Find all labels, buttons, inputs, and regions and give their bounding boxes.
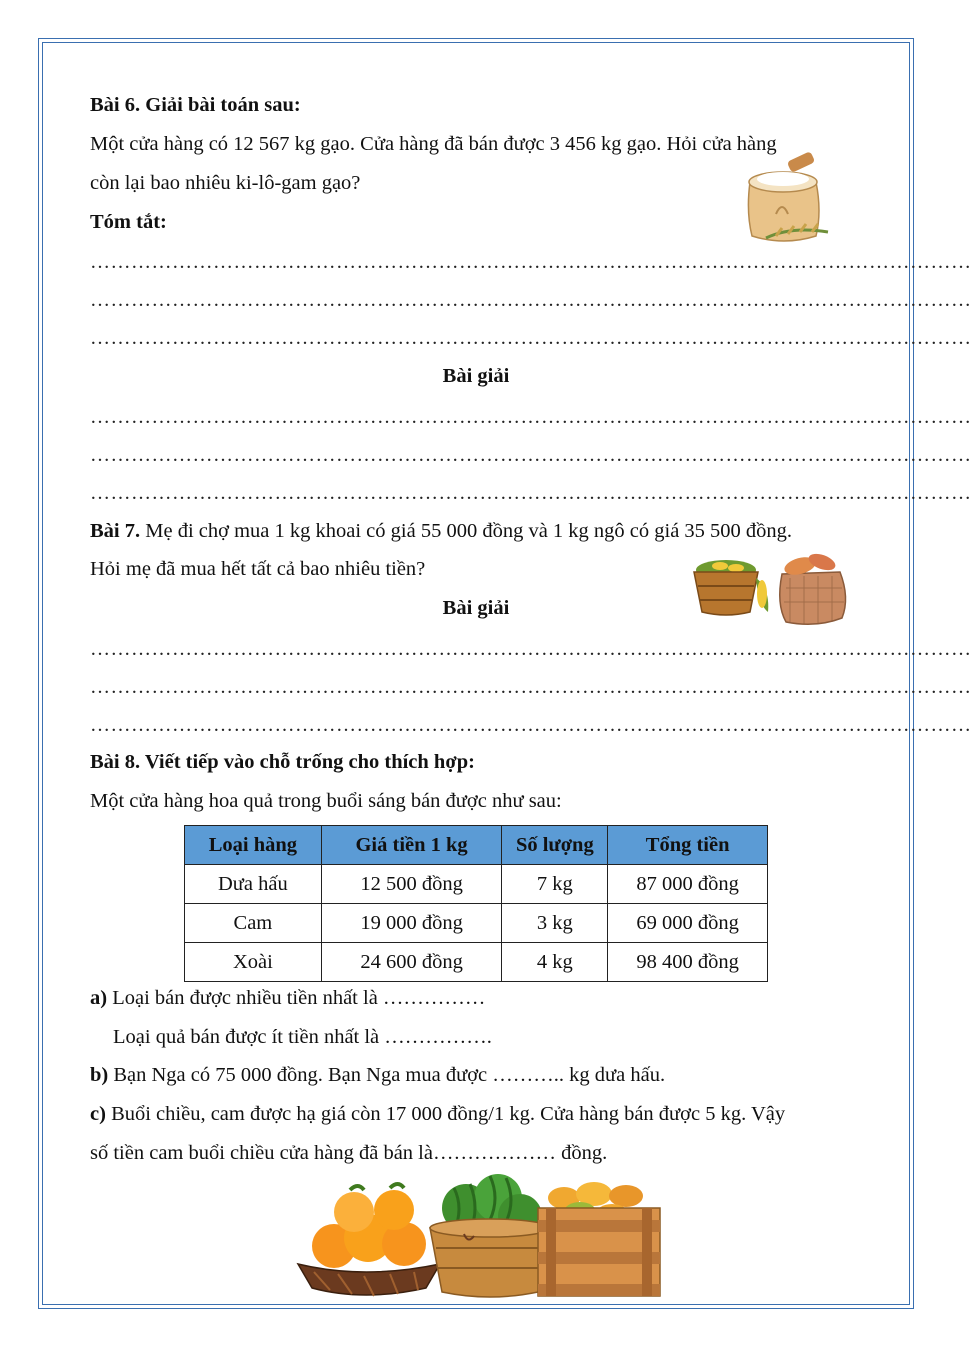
table-cell: Dưa hấu — [185, 865, 322, 904]
bai7-title: Bài 7. — [90, 520, 141, 542]
bai7-problem-line1 — [90, 519, 792, 543]
fruit-baskets-image — [294, 1168, 664, 1302]
table-cell: 12 500 đồng — [321, 865, 502, 904]
question-a-label: a) — [90, 987, 108, 1009]
answer-line[interactable]: ………………………………………………………………………………………………………………… — [90, 289, 972, 311]
answer-line[interactable]: ………………………………………………………………………………………………………………… — [90, 327, 972, 349]
table-cell: 7 kg — [502, 865, 608, 904]
question-b — [90, 1063, 665, 1087]
table-row — [185, 904, 768, 943]
bai6-title: Bài 6. Giải bài toán sau: — [90, 94, 301, 116]
table-cell: 69 000 đồng — [608, 904, 768, 943]
answer-line[interactable]: ………………………………………………………………………………………………………………… — [90, 638, 972, 660]
question-a — [90, 986, 485, 1010]
table-cell: 4 kg — [502, 943, 608, 982]
bai7-problem-line2: Hỏi mẹ đã mua hết tất cả bao nhiêu tiền? — [90, 558, 426, 580]
answer-line[interactable]: ………………………………………………………………………………………………………………… — [90, 676, 972, 698]
answer-line[interactable]: ………………………………………………………………………………………………………………… — [90, 482, 972, 504]
rice-sack-image — [736, 152, 832, 248]
answer-line[interactable]: ………………………………………………………………………………………………………………… — [90, 251, 972, 273]
question-b-text[interactable]: Bạn Nga có 75 000 đồng. Bạn Nga mua được ……….. kg dưa hấu. — [108, 1064, 666, 1086]
bai6-problem-line2: còn lại bao nhiêu ki-lô-gam gạo? — [90, 172, 361, 194]
bai6-summary-label: Tóm tắt: — [90, 211, 167, 233]
answer-line[interactable]: ………………………………………………………………………………………………………………… — [90, 444, 972, 466]
question-c — [90, 1102, 785, 1126]
table-cell: 3 kg — [502, 904, 608, 943]
table-header-row — [185, 826, 768, 865]
table-header-cell: Loại hàng — [185, 826, 322, 865]
bai8-title: Bài 8. Viết tiếp vào chỗ trống cho thích hợp: — [90, 751, 475, 773]
answer-line[interactable]: ………………………………………………………………………………………………………………… — [90, 406, 972, 428]
question-a2-text[interactable]: Loại quả bán được ít tiền nhất là ……………. — [113, 1026, 492, 1048]
table-cell: Cam — [185, 904, 322, 943]
bai6-solution-label: Bài giải — [442, 365, 510, 387]
question-c-text: Buổi chiều, cam được hạ giá còn 17 000 đồng/1 kg. Cửa hàng bán được 5 kg. Vậy — [105, 1103, 786, 1125]
bai7-problem-text: Mẹ đi chợ mua 1 kg khoai có giá 55 000 đồng và 1 kg ngô có giá 35 500 đồng. — [140, 520, 793, 542]
table-cell: 19 000 đồng — [321, 904, 502, 943]
table-cell: 87 000 đồng — [608, 865, 768, 904]
table-header-cell: Giá tiền 1 kg — [321, 826, 502, 865]
question-a-text[interactable]: Loại bán được nhiều tiền nhất là …………… — [107, 987, 486, 1009]
table-row — [185, 865, 768, 904]
bai8-intro: Một cửa hàng hoa quả trong buổi sáng bán được như sau: — [90, 790, 562, 812]
table-row — [185, 943, 768, 982]
answer-line[interactable]: ………………………………………………………………………………………………………………… — [90, 714, 972, 736]
table-header-cell: Tổng tiền — [608, 826, 768, 865]
question-c2-text[interactable]: số tiền cam buổi chiều cửa hàng đã bán là……………… đồng. — [90, 1142, 608, 1164]
table-cell: 24 600 đồng — [321, 943, 502, 982]
table-header-cell: Số lượng — [502, 826, 608, 865]
question-c-label: c) — [90, 1103, 106, 1125]
question-b-label: b) — [90, 1064, 109, 1086]
bai7-solution-label: Bài giải — [442, 597, 510, 619]
corn-and-potato-image — [690, 548, 850, 628]
sales-table — [184, 825, 768, 982]
bai6-problem-line1: Một cửa hàng có 12 567 kg gạo. Cửa hàng đã bán được 3 456 kg gạo. Hỏi cửa hàng — [90, 133, 777, 155]
table-cell: 98 400 đồng — [608, 943, 768, 982]
table-cell: Xoài — [185, 943, 322, 982]
